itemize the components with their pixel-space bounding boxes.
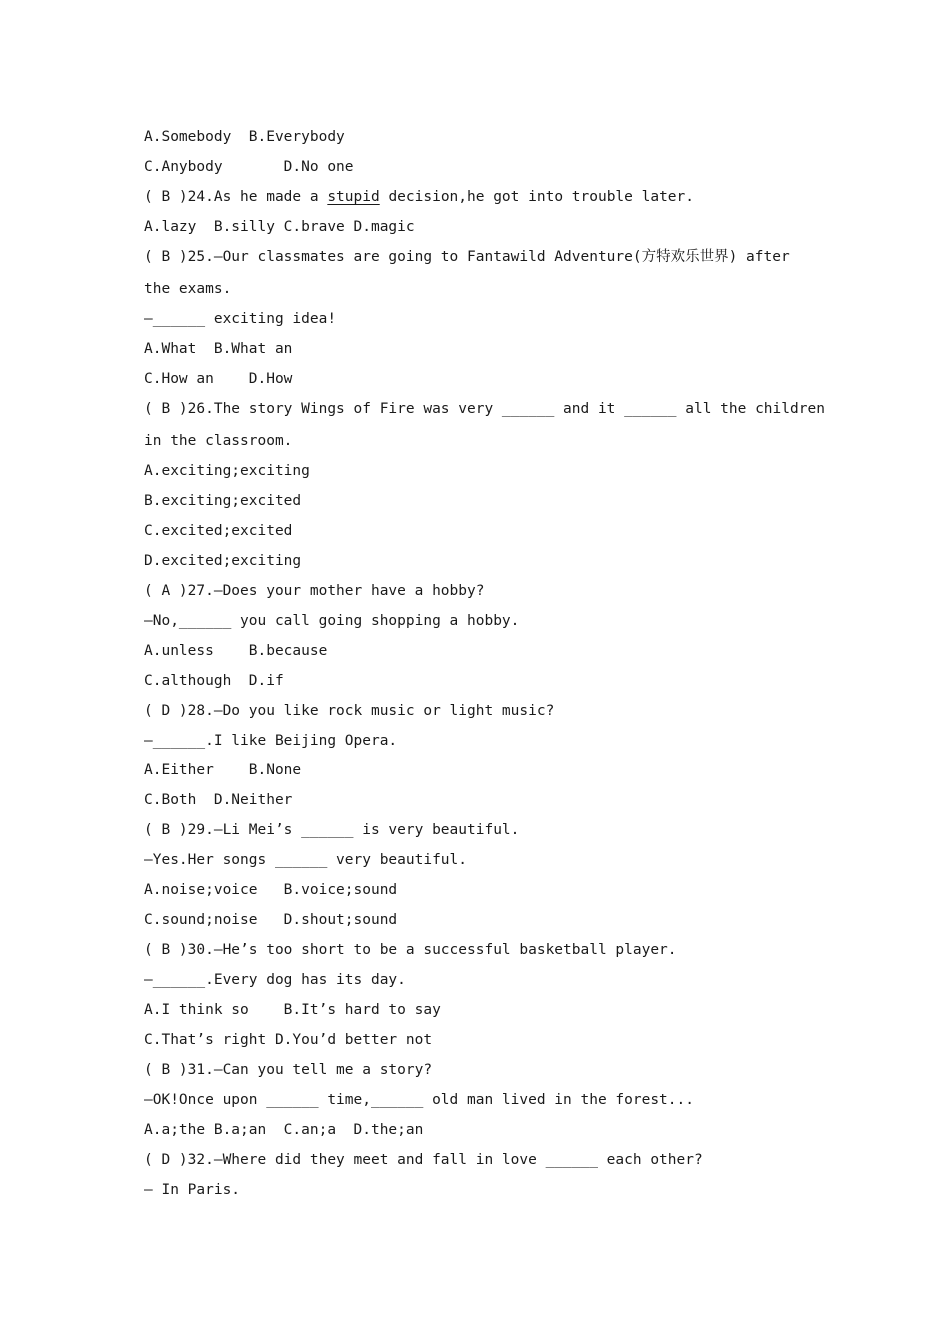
q31-options: A.a;the B.a;an C.an;a D.the;an bbox=[144, 1122, 424, 1138]
q26-option-d: D.excited;exciting bbox=[144, 553, 302, 569]
q30-options-cd: C.That’s right D.You’d better not bbox=[144, 1032, 433, 1048]
q30-options-ab: A.I think so B.It’s hard to say bbox=[144, 1002, 441, 1018]
q31-response: —OK!Once upon ______ time,______ old man lived in the forest... bbox=[144, 1092, 694, 1108]
q27-options-cd: C.although D.if bbox=[144, 673, 284, 689]
q32-question: ( D )32.—Where did they meet and fall in love ______ each other? bbox=[144, 1152, 703, 1168]
q25-response: —______ exciting idea! bbox=[144, 311, 337, 327]
q31-question: ( B )31.—Can you tell me a story? bbox=[144, 1062, 433, 1078]
q30-response: —______.Every dog has its day. bbox=[144, 972, 406, 988]
q26-question: ( B )26.The story Wings of Fire was very ______ and it ______ all the children bbox=[144, 401, 825, 417]
q26-option-c: C.excited;excited bbox=[144, 523, 293, 539]
q29-question: ( B )29.—Li Mei’s ______ is very beautiful. bbox=[144, 822, 520, 838]
q30-question: ( B )30.—He’s too short to be a successful basketball player. bbox=[144, 942, 677, 958]
q24-options: A.lazy B.silly C.brave D.magic bbox=[144, 219, 415, 235]
q27-question: ( A )27.—Does your mother have a hobby? bbox=[144, 583, 485, 599]
q29-options-cd: C.sound;noise D.shout;sound bbox=[144, 912, 398, 928]
q29-response: —Yes.Her songs ______ very beautiful. bbox=[144, 852, 468, 868]
q28-options-ab: A.Either B.None bbox=[144, 762, 302, 778]
q24-underlined-word: stupid bbox=[327, 189, 380, 205]
q24-text-end: decision,he got into trouble later. bbox=[379, 189, 694, 205]
q32-response: — In Paris. bbox=[144, 1182, 241, 1198]
q23-options-ab: A.Somebody B.Everybody bbox=[144, 129, 345, 145]
q23-options-cd: C.Anybody D.No one bbox=[144, 159, 354, 175]
q26-option-a: A.exciting;exciting bbox=[144, 463, 310, 479]
q25-options-cd: C.How an D.How bbox=[144, 371, 293, 387]
q25-question-cont: the exams. bbox=[144, 281, 232, 297]
q27-response: —No,______ you call going shopping a hobby. bbox=[144, 613, 520, 629]
q24-question bbox=[144, 187, 694, 207]
q27-options-ab: A.unless B.because bbox=[144, 643, 328, 659]
q28-question: ( D )28.—Do you like rock music or light music? bbox=[144, 703, 555, 719]
q26-question-cont: in the classroom. bbox=[144, 433, 293, 449]
q25-question: ( B )25.—Our classmates are going to Fantawild Adventure(方特欢乐世界) after bbox=[144, 249, 790, 265]
q24-text-start: ( B )24.As he made a bbox=[144, 189, 328, 205]
q28-response: —______.I like Beijing Opera. bbox=[144, 733, 398, 749]
q26-option-b: B.exciting;excited bbox=[144, 493, 302, 509]
q28-options-cd: C.Both D.Neither bbox=[144, 792, 293, 808]
q29-options-ab: A.noise;voice B.voice;sound bbox=[144, 882, 398, 898]
q25-options-ab: A.What B.What an bbox=[144, 341, 293, 357]
